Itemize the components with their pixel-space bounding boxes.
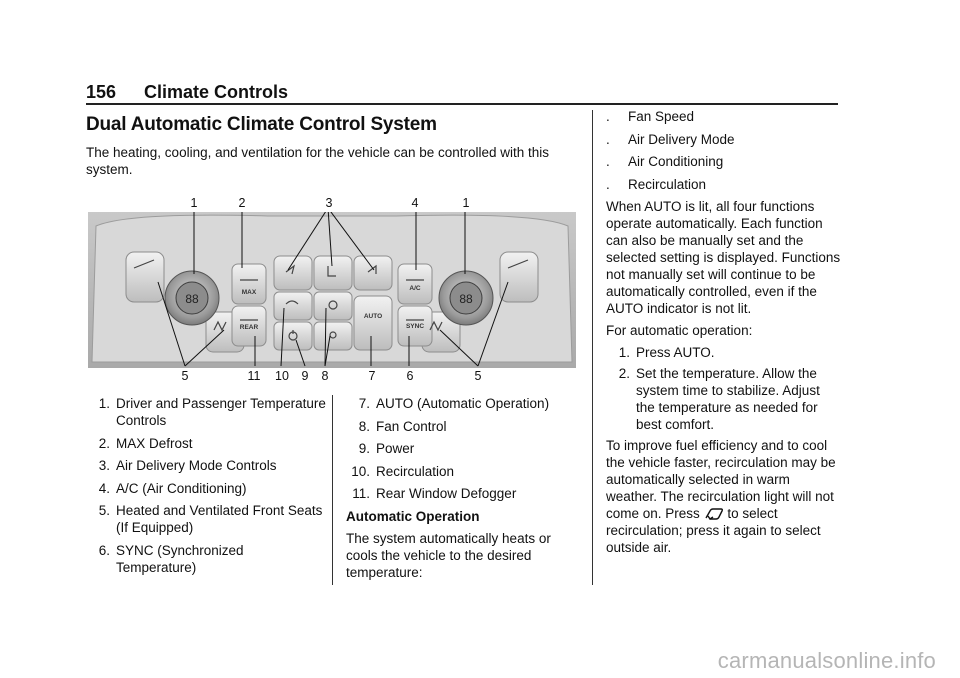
mode-key-2 (314, 256, 352, 290)
fan-key-up (314, 292, 352, 320)
callout-top-2: 2 (238, 196, 246, 210)
seat-key-left-top (126, 252, 164, 302)
callout-top-1b: 1 (462, 196, 470, 210)
automatic-operation-heading: Automatic Operation (346, 508, 480, 524)
fan-key-down (314, 322, 352, 350)
callout-bottom-9: 9 (301, 369, 309, 383)
automatic-operation-body: The system automatically heats or cools the vehicle to the desired temperature: (346, 530, 551, 580)
legend-item: 1. Driver and Passenger Temperature Controls (98, 396, 326, 428)
callout-bottom-7: 7 (368, 369, 376, 383)
recirc-key (274, 292, 312, 320)
power-key (274, 322, 312, 350)
legend-list-left (86, 395, 326, 581)
callout-top-4: 4 (411, 196, 419, 210)
step-item: 1. Press AUTO. (618, 345, 715, 360)
legend-item: 11. Rear Window Defogger (352, 486, 517, 501)
callout-bottom-10: 10 (275, 369, 289, 383)
callout-top-1: 1 (190, 196, 198, 210)
legend-list-right (346, 395, 580, 587)
legend-item: 8. Fan Control (358, 418, 447, 434)
seat-key-right-top (500, 252, 538, 302)
chapter-title: Climate Controls (144, 82, 289, 102)
ac-key (398, 264, 432, 304)
callout-bottom-5b: 5 (474, 369, 482, 383)
bullet-item: . Fan Speed (606, 109, 695, 124)
auto-key (354, 296, 392, 350)
bullet-item: . Recirculation (606, 176, 707, 192)
page-number: 156 (86, 82, 117, 102)
legend-item: 7. AUTO (Automatic Operation) (358, 396, 550, 411)
callout-top-3: 3 (325, 196, 333, 210)
watermark: carmanualsonline.info (717, 648, 936, 673)
ac-label: A/C (409, 285, 421, 292)
bullet-item: . Air Delivery Mode (606, 131, 735, 147)
recirculation-paragraph: To improve fuel efficiency and to cool the vehicle faster, recirculation may be automatically selected in warm weather. The recirculation light will not come on. Press to select recirculation; press it again to select outside air. (606, 438, 836, 555)
max-defrost-key (232, 264, 266, 304)
legend-item: 6. SYNC (Synchronized Temperature) (98, 542, 244, 575)
legend-item: 3. Air Delivery Mode Controls (98, 458, 277, 473)
legend-item: 4. A/C (Air Conditioning) (98, 480, 247, 496)
callout-bottom-6: 6 (406, 369, 414, 383)
max-label: MAX (241, 289, 257, 296)
climate-control-panel-illustration (88, 212, 576, 368)
callout-bottom-11: 11 (247, 369, 261, 383)
passenger-temp-readout: 88 (459, 292, 473, 306)
callout-bottom-8: 8 (321, 369, 329, 383)
intro-paragraph: The heating, cooling, and ventilation for the vehicle can be controlled with this system. (86, 145, 550, 177)
callout-bottom-5: 5 (181, 369, 189, 383)
auto-description: When AUTO is lit, all four functions operate automatically. Each function can also be manually set and the selected setting is displayed. Functions not manually set will continue to be automatically controlled, even if the AUTO indicator is not lit. (606, 199, 841, 316)
sync-label: SYNC (405, 323, 425, 330)
recirculation-icon (704, 508, 724, 520)
header-rule (86, 103, 838, 105)
section-title: Dual Automatic Climate Control System (86, 114, 437, 135)
mode-key-1 (274, 256, 312, 290)
right-column (606, 108, 842, 561)
column-divider (332, 395, 333, 585)
mode-key-3 (354, 256, 392, 290)
column-divider (592, 110, 593, 585)
legend-item: 10. Recirculation (351, 463, 455, 479)
driver-temp-readout: 88 (185, 292, 199, 306)
rear-label: REAR (239, 324, 259, 331)
bullet-item: . Air Conditioning (606, 154, 724, 169)
legend-item: 5. Heated and Ventilated Front Seats (If Equipped) (98, 503, 323, 535)
legend-item: 9. Power (358, 441, 415, 456)
auto-label: AUTO (363, 313, 383, 320)
step-item: 2. Set the temperature. Allow the system time to stabilize. Adjust the temperature as needed for best comfort. (618, 366, 820, 432)
automatic-operation-intro: For automatic operation: (606, 323, 753, 338)
legend-item: 2. MAX Defrost (98, 435, 193, 451)
